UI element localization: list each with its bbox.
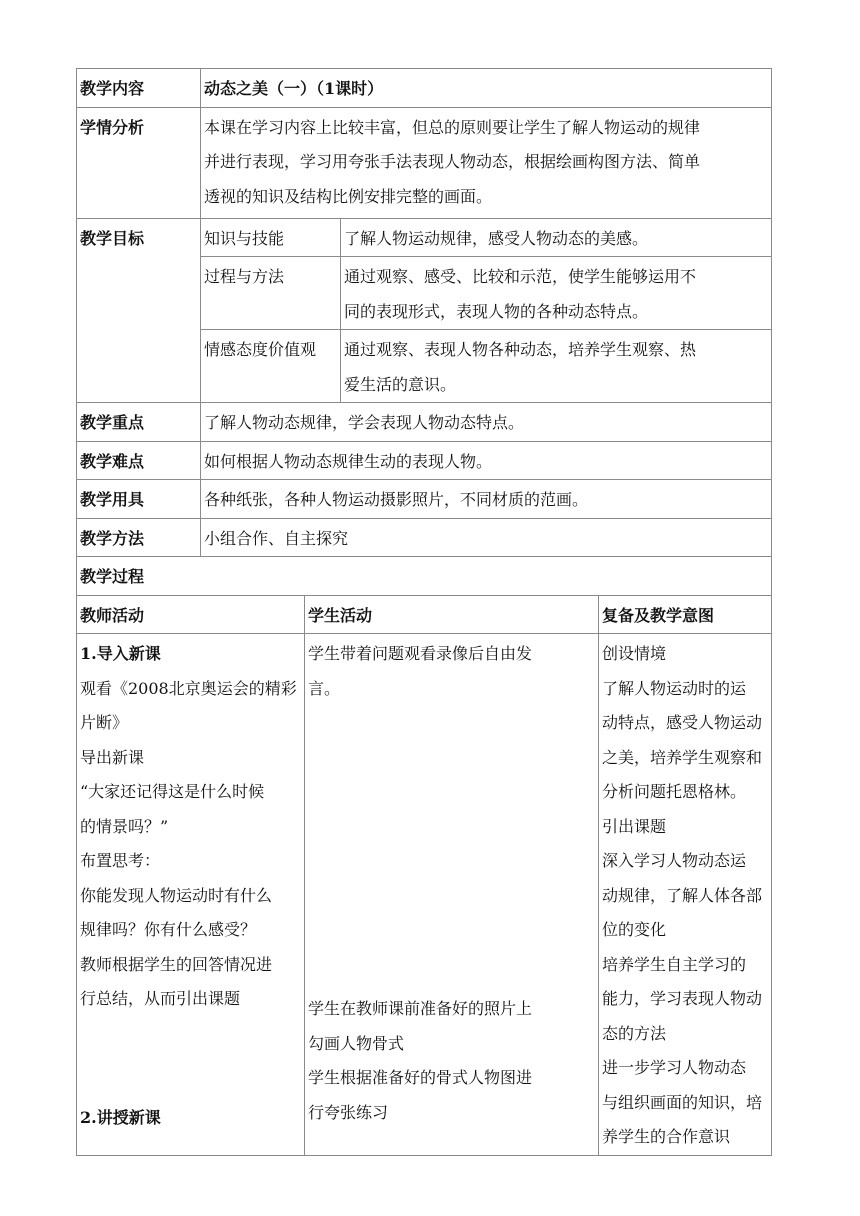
goal-name: 过程与方法 (201, 257, 341, 330)
teacher-line: 你能发现人物运动时有什么 (80, 885, 273, 905)
label-method: 教学方法 (77, 518, 201, 557)
label-tools: 教学用具 (77, 480, 201, 519)
student-line: 勾画人物骨式 (308, 1033, 405, 1053)
row-content (77, 69, 772, 108)
teacher-line: “大家还记得这是什么时候 (80, 782, 265, 801)
row-process-body (77, 634, 772, 1156)
intent-line: 位的变化 (602, 920, 667, 939)
value-difficulty: 如何根据人物动态规律生动的表现人物。 (201, 441, 772, 480)
label-difficulty: 教学难点 (77, 441, 201, 480)
goal-text (341, 330, 772, 403)
intent-line: 了解人物运动时的运 (602, 678, 747, 698)
goal-name: 知识与技能 (201, 218, 341, 257)
row-method (77, 518, 772, 557)
analysis-line: 透视的知识及结构比例安排完整的画面。 (204, 186, 493, 206)
goal-line: 爱生活的意识。 (344, 374, 457, 394)
spacer (80, 1051, 301, 1101)
intent-line: 分析问题托恩格林。 (602, 782, 747, 801)
label-content: 教学内容 (77, 69, 201, 108)
section-heading: 1.导入新课 (80, 644, 161, 663)
goal-name: 情感态度价值观 (201, 330, 341, 403)
teacher-activity-cell (77, 634, 305, 1156)
label-analysis: 学情分析 (77, 107, 201, 218)
row-analysis (77, 107, 772, 218)
intent-line: 态的方法 (602, 1023, 667, 1043)
intent-line: 动特点，感受人物运动 (602, 713, 763, 732)
teacher-line: 的情景吗？” (80, 816, 169, 836)
column-header-intent: 复备及教学意图 (599, 595, 772, 634)
row-key-point (77, 403, 772, 442)
section-heading: 2.讲授新课 (80, 1108, 161, 1127)
analysis-line: 本课在学习内容上比较丰富，但总的原则要让学生了解人物运动的规律 (204, 117, 701, 137)
row-tools (77, 480, 772, 519)
goal-line: 了解人物运动规律，感受人物动态的美感。 (344, 228, 649, 248)
student-line: 言。 (308, 678, 341, 698)
intent-line: 深入学习人物动态运 (602, 851, 747, 870)
student-line: 行夸张练习 (308, 1102, 389, 1122)
teacher-line: 观看《2008北京奥运会的精彩 (80, 678, 297, 698)
row-difficulty (77, 441, 772, 480)
intent-line: 与组织画面的知识，培 (602, 1092, 763, 1112)
spacer (308, 706, 595, 992)
teacher-line: 规律吗？你有什么感受？ (80, 920, 257, 939)
student-line: 学生在教师课前准备好的照片上 (308, 999, 533, 1018)
value-analysis (201, 107, 772, 218)
label-key-point: 教学重点 (77, 403, 201, 442)
value-tools: 各种纸张，各种人物运动摄影照片，不同材质的范画。 (201, 480, 772, 519)
student-line: 学生根据准备好的骨式人物图进 (308, 1068, 533, 1087)
teacher-line: 片断》 (80, 713, 129, 732)
intent-line: 引出课题 (602, 816, 667, 836)
goal-line: 同的表现形式，表现人物的各种动态特点。 (344, 301, 649, 321)
teacher-line: 行总结，从而引出课题 (80, 989, 241, 1008)
analysis-line: 并进行表现，学习用夸张手法表现人物动态，根据绘画构图方法、简单 (204, 152, 701, 171)
intent-line: 动规律，了解人体各部 (602, 885, 763, 905)
goal-line: 通过观察、表现人物各种动态，培养学生观察、热 (344, 340, 697, 359)
intent-line: 创设情境 (602, 644, 667, 663)
value-method: 小组合作、自主探究 (201, 518, 772, 557)
spacer (80, 1017, 301, 1052)
student-line: 学生带着问题观看录像后自由发 (308, 644, 533, 663)
value-content: 动态之美（一）（1课时） (201, 69, 772, 108)
column-header-student: 学生活动 (305, 595, 599, 634)
intent-line: 能力，学习表现人物动 (602, 989, 763, 1008)
label-goals: 教学目标 (77, 218, 201, 403)
row-process-header (77, 595, 772, 634)
row-goal-knowledge (77, 218, 772, 257)
process-title: 教学过程 (77, 557, 772, 596)
intent-line: 进一步学习人物动态 (602, 1058, 747, 1077)
goal-text (341, 257, 772, 330)
lesson-plan-table (76, 68, 772, 1156)
intent-line: 培养学生自主学习的 (602, 954, 747, 974)
student-activity-cell (305, 634, 599, 1156)
teacher-line: 布置思考： (80, 851, 161, 870)
teacher-line: 教师根据学生的回答情况进 (80, 954, 273, 974)
value-key-point: 了解人物动态规律，学会表现人物动态特点。 (201, 403, 772, 442)
column-header-teacher: 教师活动 (77, 595, 305, 634)
teacher-line: 导出新课 (80, 747, 145, 767)
intent-cell (599, 634, 772, 1156)
goal-line: 通过观察、感受、比较和示范，使学生能够运用不 (344, 267, 697, 286)
goal-text (341, 218, 772, 257)
intent-line: 之美，培养学生观察和 (602, 747, 763, 767)
intent-line: 养学生的合作意识 (602, 1127, 731, 1146)
row-process-title (77, 557, 772, 596)
